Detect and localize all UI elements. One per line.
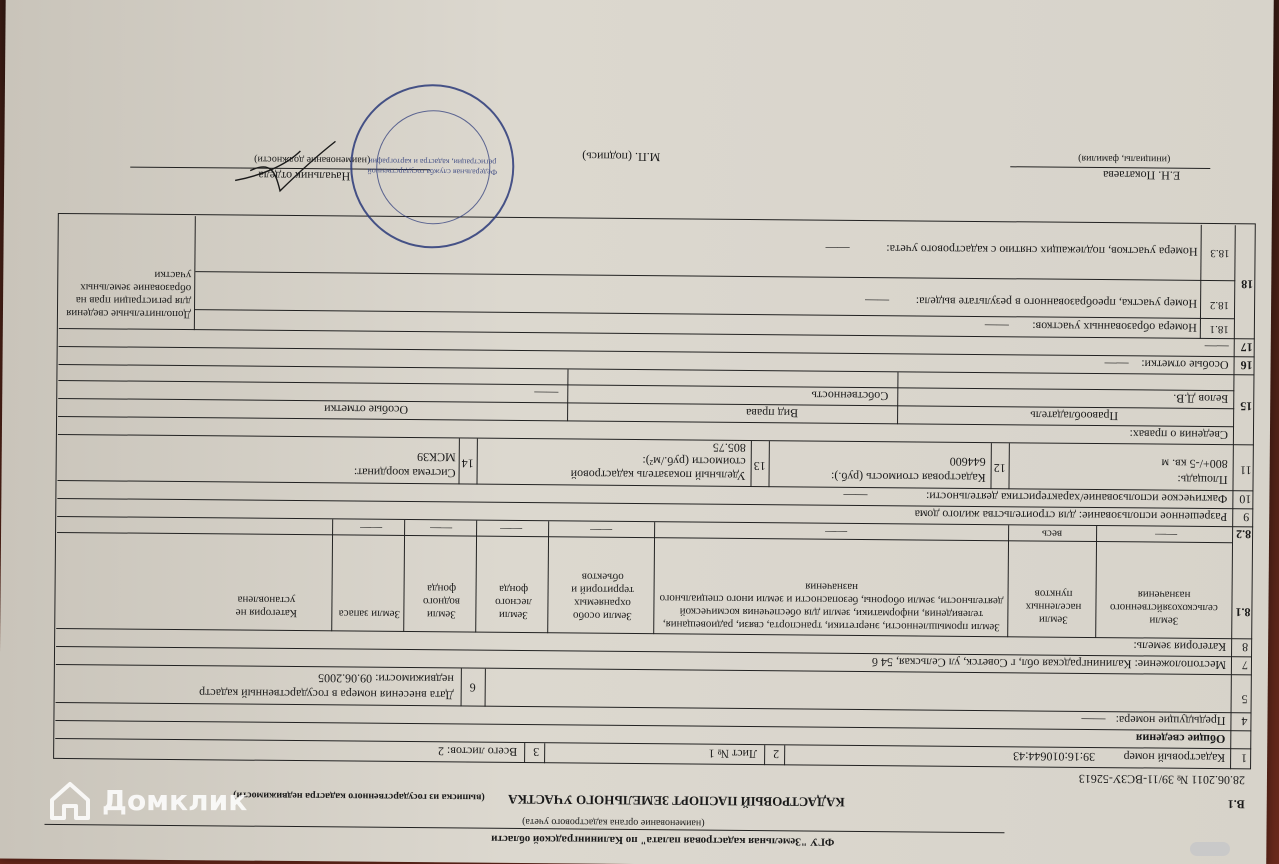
coordinate-system-label: Система координат: [353, 465, 456, 481]
land-category-label: Категория земель: [1133, 639, 1227, 655]
special-notes-value: —— [1104, 357, 1129, 372]
category-not-set: Категория не установлена [235, 593, 298, 620]
row-17-value: —— [1204, 339, 1229, 355]
deregistered-plots-label: Номера участков, подлежащих снятию с кадастрового учета: [886, 242, 1198, 259]
formed-plots-label: Номера образованных участков: [1032, 319, 1197, 335]
owner-name: Белов Д.В. [1173, 391, 1229, 407]
category-protected: Земли особо охраняемых территорий и объектов [571, 570, 634, 622]
specific-cost-value: 805.75 [712, 440, 746, 455]
permitted-use: Разрешенное использование: для строительства жилого дома [914, 507, 1228, 525]
binder-clip [1190, 842, 1230, 856]
location: Местоположение: Калининградская обл, г Советск, ул Сельская, 54 б [871, 655, 1227, 673]
registration-date-value: недвижимости: 09.06.2005 [318, 671, 454, 687]
row-num: 8.1 [1235, 605, 1251, 620]
sheet-number: Лист № 1 [708, 746, 758, 762]
cadastral-passport [4, 0, 1271, 859]
additional-info-label: Дополнительные сведения для регистрации прав на образование земельных участки [66, 268, 192, 321]
category-value: —— [1155, 528, 1178, 541]
category-agricultural: Земли сельскохозяйственного назначения [1109, 588, 1218, 627]
right-type-column: Вид права [745, 405, 799, 421]
category-industry: Земли промышленности, энергетики, транспорта, связи, радиовещания, телевидения, информатики, земли для обеспечения космической деятельности, земли обороны, безопасности и земли иного специального назначения [659, 580, 1004, 634]
actual-use-label: Фактическое использование/характеристика деятельности: [925, 489, 1228, 507]
formed-plots-value: —— [984, 319, 1009, 334]
row-num: 8.2 [1236, 527, 1252, 542]
official-seal [350, 83, 515, 248]
category-value: —— [360, 521, 383, 534]
right-type-value: Собственность [811, 388, 889, 404]
registration-date-label: Дата внесения номера в государственный кадастр [198, 686, 454, 703]
row-num: 11 [1240, 463, 1252, 478]
row-num: 15 [1240, 399, 1253, 414]
category-value-selected: весь [1041, 527, 1063, 540]
category-settlements: Земли населенных пунктов [1025, 587, 1082, 626]
specific-cost-label: Удельный показатель кадастровой [570, 467, 746, 483]
general-info-title: Общие сведения [1135, 731, 1226, 747]
signer-name: Е.Н. Покатаева [1102, 168, 1181, 183]
row-num: 4 [1241, 714, 1248, 729]
row-num: 17 [1240, 340, 1253, 355]
row-num: 7 [1241, 658, 1249, 673]
row-num: 2 [773, 747, 780, 762]
coordinate-system-value: МСК39 [416, 450, 456, 465]
row-num: 5 [1241, 692, 1248, 707]
allocated-plot-label: Номер участка, преобразованного в результате выдела: [915, 294, 1198, 311]
name-caption: (инициалы, фамилия) [1078, 152, 1171, 165]
deregistered-plots-value: —— [825, 241, 850, 256]
row-num: 18.1 [1209, 323, 1229, 336]
cadastral-cost-value: 644600 [949, 454, 986, 470]
special-marks-column: Особые отметки [324, 402, 409, 418]
watermark-text: Домклик [102, 783, 248, 817]
category-value: —— [500, 522, 523, 536]
row-num: 16 [1240, 358, 1253, 373]
cadastral-number-label: Кадастровый номер [1123, 750, 1226, 766]
title-note: (выписка из государственного кадастра недвижимости) [233, 789, 485, 803]
signer-position: Начальник отдела [258, 168, 351, 184]
domclick-watermark [48, 778, 247, 822]
row-num: 18.2 [1209, 299, 1230, 312]
row-num: 6 [469, 680, 476, 695]
row-num: 9 [1243, 510, 1250, 525]
date-number: 28.06.2011 № 39/11-ВСЗУ-52613 [1078, 771, 1246, 788]
house-icon [48, 778, 92, 822]
category-value: —— [825, 525, 848, 538]
category-water: Земли водного фонда [422, 582, 461, 621]
seal-text: Федеральная служба государственной регистрации, кадастра и картографии [367, 156, 498, 177]
row-num: 12 [993, 461, 1006, 476]
row-num: 14 [461, 456, 474, 471]
category-value: —— [590, 523, 613, 536]
row-num: 13 [753, 459, 766, 474]
position-caption: (наименование должности) [254, 153, 371, 166]
row-num: 1 [1241, 751, 1248, 766]
specific-cost-label-2: стоимости (руб./м²): [642, 454, 746, 469]
special-notes-label: Особые отметки: [1141, 357, 1229, 373]
row-num: 18.3 [1210, 247, 1230, 260]
category-value: —— [430, 522, 453, 535]
cadastral-cost-label: Кадастровая стоимость (руб.): [830, 469, 986, 486]
doc-title: КАДАСТРОВЫЙ ПАСПОРТ ЗЕМЕЛЬНОГО УЧАСТКА [508, 791, 845, 810]
owner-column: Правообладатель [1030, 408, 1119, 424]
row-num: 3 [533, 745, 540, 760]
row-num: 18 [1241, 277, 1254, 292]
stamp-place-label: М.П. (подпись) [582, 149, 661, 165]
category-reserve: Земли запаса [338, 607, 401, 620]
category-forest: Земли лесного фонда [495, 582, 532, 622]
signature [230, 130, 341, 201]
org-header: ФГУ "Земельная кадастровая палата" по Калининградской области [491, 832, 835, 848]
org-caption: (наименование органа кадастрового учета) [522, 816, 705, 829]
row-num: 10 [1239, 492, 1252, 507]
doc-code: В.1 [1227, 797, 1245, 812]
rights-header: Сведения о правах: [1129, 427, 1229, 443]
total-sheets: Всего листов: 2 [437, 744, 518, 759]
allocated-plot-value: —— [865, 293, 890, 309]
area-label: Площадь: [1177, 472, 1228, 488]
previous-numbers-value: —— [1081, 712, 1106, 728]
area-value: 800+/-5 кв. м [1161, 456, 1228, 472]
row-num: 8 [1242, 640, 1249, 655]
special-marks-value: —— [534, 386, 559, 401]
cadastral-number-value: 39:16:010644:43 [1013, 749, 1096, 765]
actual-use-value: —— [843, 488, 868, 504]
previous-numbers-label: Предыдущие номера: [1115, 713, 1226, 729]
